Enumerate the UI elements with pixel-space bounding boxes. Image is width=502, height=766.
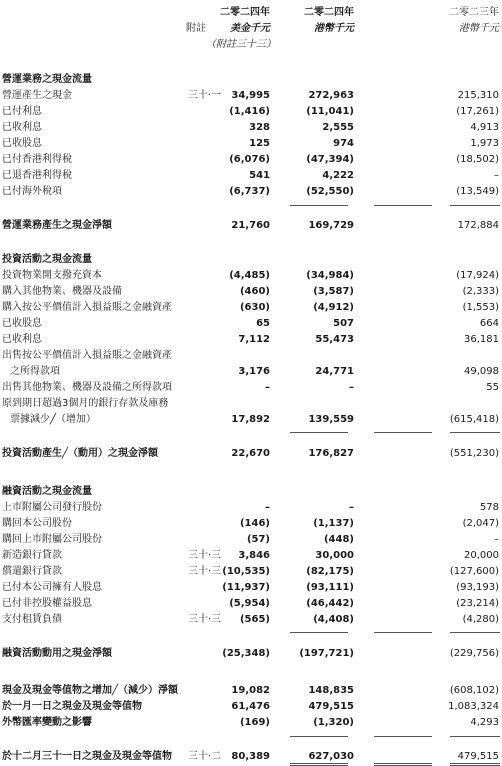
row-value-v3: (18,502): [456, 154, 499, 165]
total-row: [0, 715, 502, 731]
row-value-v3: 664: [479, 318, 499, 329]
col2-unit: 港幣千元: [314, 23, 354, 34]
line-item-row: [0, 120, 502, 136]
row-value-v1: (146): [239, 518, 270, 529]
line-item-row: [0, 348, 502, 364]
row-label: 融資活動動用之現金淨額: [2, 648, 112, 659]
row-value-v1: 7,112: [238, 334, 270, 345]
row-label: 已收利息: [2, 122, 42, 133]
line-item-row: [0, 136, 502, 152]
row-value-v1: 61,476: [231, 701, 270, 712]
row-value-v1: (1,416): [229, 106, 270, 117]
row-value-v1: (6,737): [229, 186, 270, 197]
row-value-v2: 24,771: [315, 366, 354, 377]
rule-line: [290, 736, 348, 737]
row-value-v1: (25,348): [222, 648, 270, 659]
row-value-v3: (1,553): [462, 302, 499, 313]
row-value-v2: (47,394): [306, 154, 354, 165]
rule-line: [374, 205, 432, 206]
row-value-v3: 36,181: [464, 334, 499, 345]
row-value-v2: (46,442): [306, 598, 354, 609]
line-item-row: [0, 580, 502, 596]
row-value-v2: 479,515: [308, 701, 354, 712]
col1-unit: 美金千元: [230, 23, 270, 34]
row-value-v2: 272,963: [308, 90, 354, 101]
line-item-row: [0, 184, 502, 200]
col3-year: 二零二三年: [449, 7, 499, 18]
total-row: [0, 699, 502, 715]
col2-year: 二零二四年: [304, 7, 354, 18]
row-label: 票據減少╱（增加）: [10, 414, 97, 425]
row-value-v2: (11,041): [306, 106, 354, 117]
section-heading-row: [0, 252, 502, 268]
rule-line: [374, 632, 432, 633]
line-item-row: [0, 516, 502, 532]
row-value-v3: 172,884: [457, 220, 499, 231]
row-value-v2: 627,030: [308, 751, 354, 762]
col1-note: （附註三十三）: [206, 39, 276, 50]
row-value-v1: 19,082: [231, 685, 270, 696]
line-item-row: [0, 548, 502, 564]
row-note: 三十·三: [188, 614, 222, 625]
row-label: 外幣匯率變動之影響: [2, 717, 92, 728]
row-label: 營運產生之現金: [2, 90, 72, 101]
row-label: 出售按公平價值計入損益賬之金融資產: [2, 350, 172, 361]
row-label: 已退香港利得稅: [2, 170, 72, 181]
total-row: [0, 683, 502, 699]
row-value-v1: (630): [239, 302, 270, 313]
row-value-v1: 125: [249, 138, 270, 149]
row-label: 於一月一日之現金及現金等值物: [2, 701, 142, 712]
row-value-v3: –: [494, 170, 499, 181]
row-value-v2: 139,559: [308, 414, 354, 425]
row-value-v1: 328: [249, 122, 270, 133]
line-item-row: [0, 412, 502, 428]
note-column-label: 附註: [186, 23, 206, 34]
line-item-row: [0, 152, 502, 168]
row-value-v2: –: [349, 382, 354, 393]
line-item-row: [0, 284, 502, 300]
row-label: 已付利息: [2, 106, 42, 117]
row-value-v3: 215,310: [457, 90, 499, 101]
row-label: 融資活動之現金流量: [2, 486, 92, 497]
row-value-v3: (127,600): [449, 566, 499, 577]
row-label: 已付非控股權益股息: [2, 598, 92, 609]
line-item-row: [0, 380, 502, 396]
row-value-v3: 4,913: [470, 122, 499, 133]
rule-line: [450, 736, 500, 737]
line-item-row: [0, 300, 502, 316]
line-item-row: [0, 364, 502, 380]
col3-unit: 港幣千元: [459, 23, 499, 34]
row-value-v1: 541: [249, 170, 270, 181]
row-value-v2: 2,555: [322, 122, 354, 133]
row-value-v3: (23,214): [456, 598, 499, 609]
row-label: 已收股息: [2, 318, 42, 329]
row-label: 營運業務產生之現金淨額: [2, 220, 112, 231]
row-note: 三十·三: [188, 550, 222, 561]
row-value-v2: 30,000: [315, 550, 354, 561]
row-value-v2: (34,984): [306, 270, 354, 281]
line-item-row: [0, 500, 502, 516]
row-label: 已付本公司擁有人股息: [2, 582, 102, 593]
row-value-v2: 55,473: [315, 334, 354, 345]
line-item-row: [0, 396, 502, 412]
row-value-v3: (551,230): [449, 448, 499, 459]
total-row: [0, 218, 502, 234]
line-item-row: [0, 88, 502, 104]
row-value-v1: (57): [246, 534, 270, 545]
row-value-v1: 65: [256, 318, 270, 329]
row-value-v3: (2,333): [462, 286, 499, 297]
rule-line: [450, 632, 500, 633]
row-value-v1: (169): [239, 717, 270, 728]
row-value-v1: –: [265, 502, 270, 513]
row-value-v3: (17,924): [456, 270, 499, 281]
row-value-v2: 176,827: [308, 448, 354, 459]
row-value-v2: 974: [333, 138, 354, 149]
line-item-row: [0, 532, 502, 548]
row-value-v1: (10,535): [222, 566, 270, 577]
row-value-v1: 80,389: [231, 751, 270, 762]
section-heading-row: [0, 484, 502, 500]
row-value-v3: (13,549): [456, 186, 499, 197]
row-label: 新造銀行貸款: [2, 550, 62, 561]
row-label: 已付海外稅項: [2, 186, 62, 197]
rule-line: [290, 205, 348, 206]
row-note: 三十·一: [188, 90, 222, 101]
row-value-v1: (6,076): [229, 154, 270, 165]
line-item-row: [0, 612, 502, 628]
row-value-v2: (52,550): [306, 186, 354, 197]
row-value-v2: (82,175): [306, 566, 354, 577]
section-heading-row: [0, 72, 502, 88]
row-label: 已收利息: [2, 334, 42, 345]
line-item-row: [0, 268, 502, 284]
row-value-v3: 479,515: [457, 751, 499, 762]
row-value-v1: 21,760: [231, 220, 270, 231]
rule-line: [450, 205, 500, 206]
line-item-row: [0, 332, 502, 348]
row-label: 營運業務之現金流量: [2, 74, 92, 85]
row-value-v3: 20,000: [464, 550, 499, 561]
line-item-row: [0, 316, 502, 332]
row-value-v3: (2,047): [462, 518, 499, 529]
row-value-v1: 17,892: [231, 414, 270, 425]
row-value-v2: (1,137): [313, 518, 354, 529]
row-value-v3: –: [494, 534, 499, 545]
rule-line: [374, 736, 432, 737]
row-label: 原到期日超過3個月的銀行存款及庫務: [2, 398, 169, 409]
row-label: 出售其他物業、機器及設備之所得款項: [2, 382, 172, 393]
rule-line: [290, 432, 348, 433]
row-value-v3: 578: [479, 502, 499, 513]
row-value-v3: 1,083,324: [448, 701, 499, 712]
total-row: [0, 446, 502, 462]
row-label: 償還銀行貸款: [2, 566, 62, 577]
row-label: 投資活動產生╱（動用）之現金淨額: [2, 448, 159, 459]
row-value-v2: (4,408): [313, 614, 354, 625]
row-label: 投資物業開支撥充資本: [2, 270, 102, 281]
row-value-v3: 4,293: [470, 717, 499, 728]
row-value-v1: (5,954): [229, 598, 270, 609]
row-value-v1: 3,846: [238, 550, 270, 561]
rule-line: [374, 432, 432, 433]
row-value-v2: (93,111): [306, 582, 354, 593]
line-item-row: [0, 168, 502, 184]
rule-line: [290, 632, 348, 633]
row-value-v2: 507: [333, 318, 354, 329]
rule-line: [450, 432, 500, 433]
row-label: 購回本公司股份: [2, 518, 72, 529]
row-label: 現金及現金等值物之增加╱（減少）淨額: [2, 685, 179, 696]
row-value-v3: (615,418): [449, 414, 499, 425]
row-label: 於十二月三十一日之現金及現金等值物: [2, 751, 172, 762]
row-value-v3: 55: [486, 382, 499, 393]
row-value-v3: (93,193): [456, 582, 499, 593]
row-value-v2: (3,587): [313, 286, 354, 297]
row-label: 已付香港利得稅: [2, 154, 72, 165]
row-value-v2: (197,721): [299, 648, 354, 659]
row-value-v2: (448): [323, 534, 354, 545]
row-value-v3: (608,102): [449, 685, 499, 696]
total-row: [0, 646, 502, 662]
row-value-v2: 4,222: [322, 170, 354, 181]
row-value-v3: (17,261): [456, 106, 499, 117]
row-value-v1: (460): [239, 286, 270, 297]
row-value-v1: 34,995: [231, 90, 270, 101]
row-label: 支付租賃負債: [2, 614, 62, 625]
row-value-v1: (11,937): [222, 582, 270, 593]
row-value-v2: 169,729: [308, 220, 354, 231]
row-value-v1: 3,176: [238, 366, 270, 377]
row-value-v2: –: [349, 502, 354, 513]
row-value-v2: (1,320): [313, 717, 354, 728]
line-item-row: [0, 104, 502, 120]
row-label: 購入其他物業、機器及設備: [2, 286, 122, 297]
row-value-v3: 49,098: [464, 366, 499, 377]
row-label: 投資活動之現金流量: [2, 254, 92, 265]
row-value-v1: –: [265, 382, 270, 393]
row-value-v3: (4,280): [462, 614, 499, 625]
row-note: 三十·二: [188, 751, 222, 762]
row-label: 已收股息: [2, 138, 42, 149]
row-value-v1: (4,485): [229, 270, 270, 281]
row-note: 三十·三: [188, 566, 222, 577]
row-value-v1: (565): [239, 614, 270, 625]
line-item-row: [0, 596, 502, 612]
row-value-v3: (229,756): [449, 648, 499, 659]
row-label: 之所得款項: [10, 366, 60, 377]
row-label: 購入按公平價值計入損益賬之金融資產: [2, 302, 172, 313]
row-label: 購回上市附屬公司股份: [2, 534, 102, 545]
row-value-v2: 148,835: [308, 685, 354, 696]
col1-year: 二零二四年: [220, 7, 270, 18]
row-value-v2: (4,912): [313, 302, 354, 313]
row-label: 上市附屬公司發行股份: [2, 502, 102, 513]
row-value-v1: 22,670: [231, 448, 270, 459]
row-value-v3: 1,973: [470, 138, 499, 149]
line-item-row: [0, 564, 502, 580]
